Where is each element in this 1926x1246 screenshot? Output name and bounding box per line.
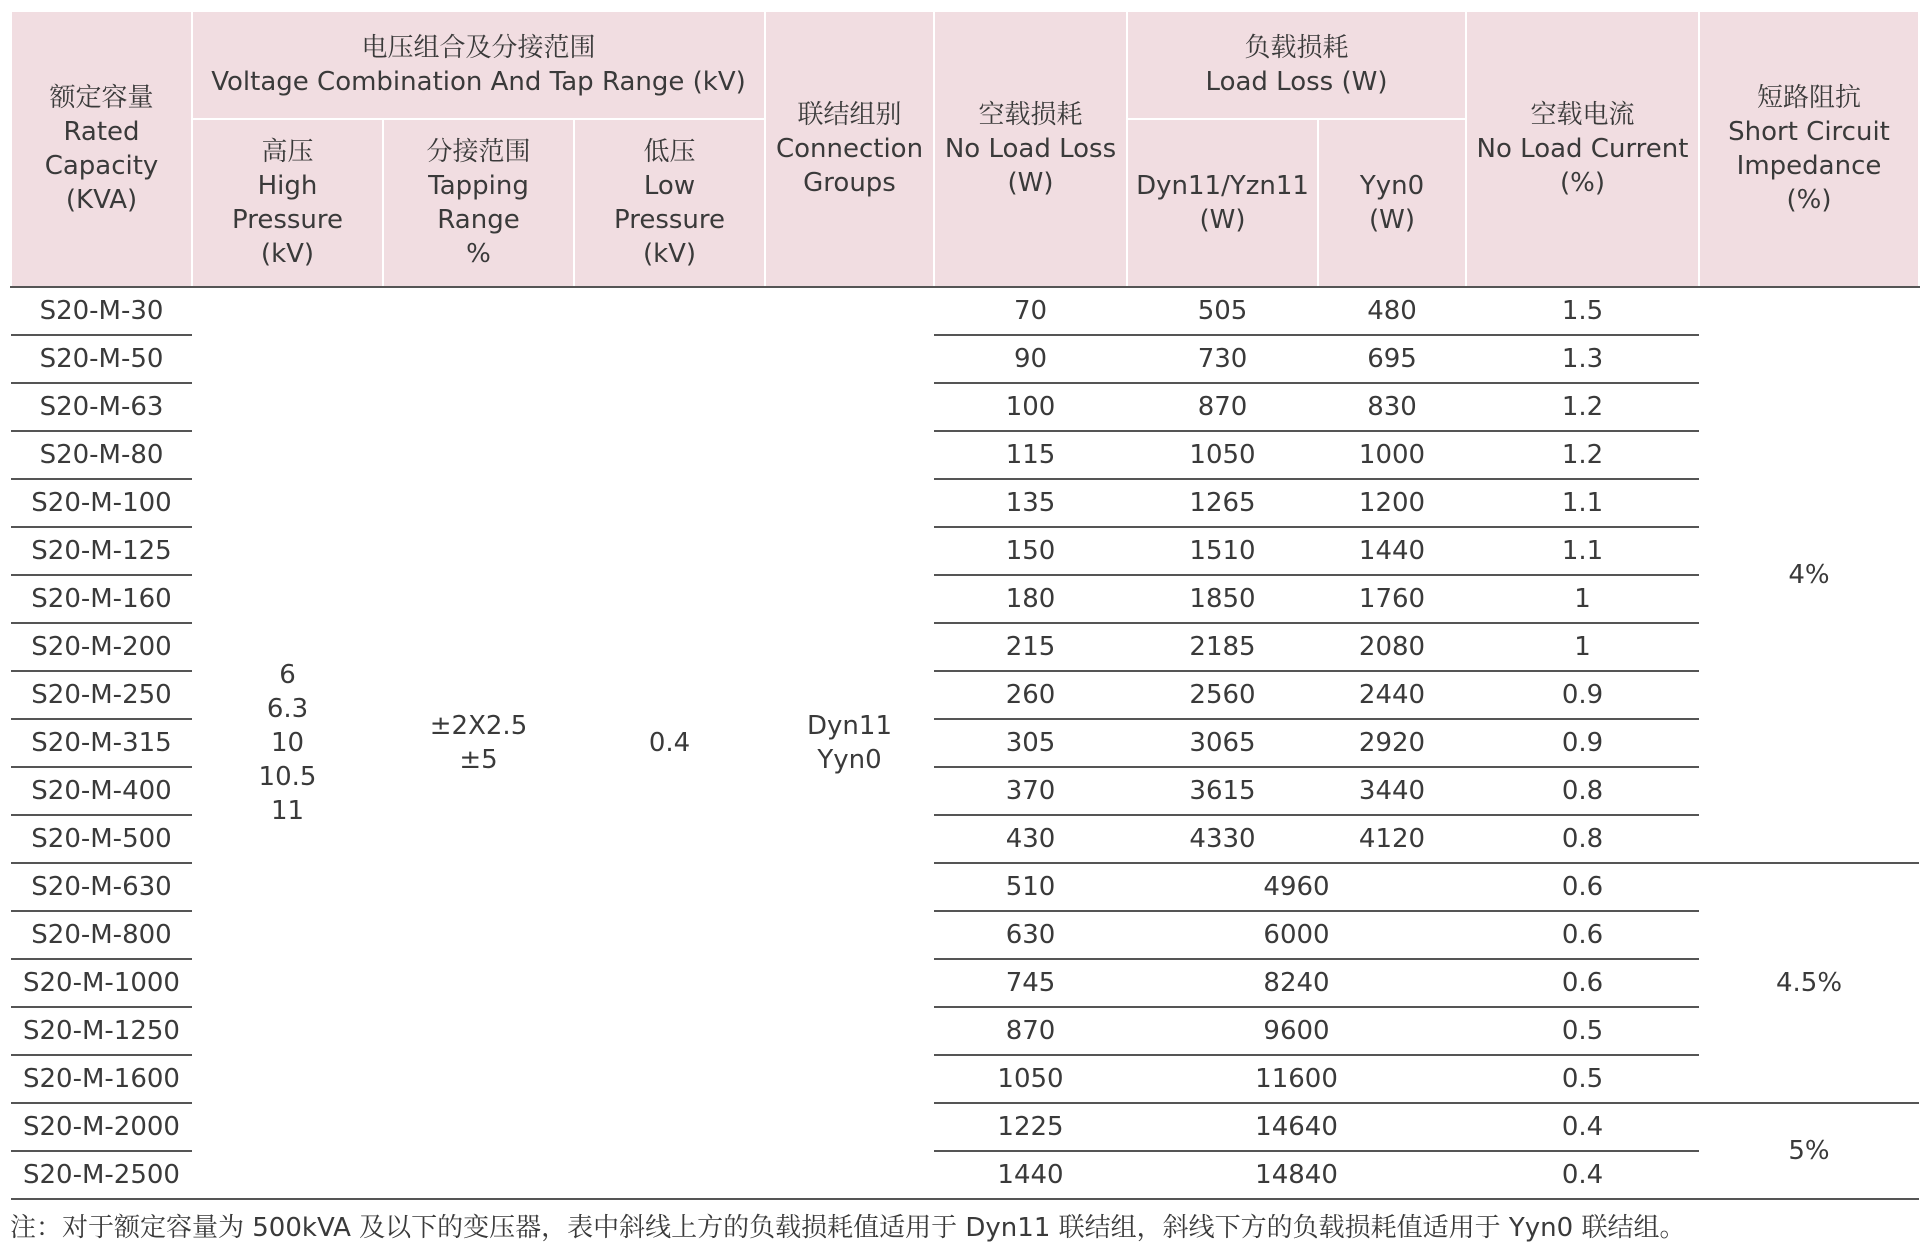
model-cell: S20-M-2000 <box>11 1103 192 1151</box>
connection-groups-cell <box>765 287 934 1199</box>
dyn11-loss-cell: 3065 <box>1127 719 1318 767</box>
yyn0-loss-cell: 1200 <box>1318 479 1466 527</box>
header-short-circuit-impedance <box>1699 11 1919 287</box>
no-load-current-cell: 0.4 <box>1466 1103 1699 1151</box>
header-line: Range <box>437 205 520 235</box>
header-line: 负载损耗 <box>1244 33 1349 63</box>
yyn0-loss-cell: 2080 <box>1318 623 1466 671</box>
dyn11-loss-cell: 1510 <box>1127 527 1318 575</box>
model-cell: S20-M-630 <box>11 863 192 911</box>
load-loss-cell: 14840 <box>1127 1151 1466 1199</box>
header-line: Yyn0 <box>1359 171 1425 201</box>
no-load-loss-cell: 510 <box>934 863 1127 911</box>
header-line: % <box>466 239 491 269</box>
header-line: 高压 <box>261 137 314 167</box>
load-loss-cell: 4960 <box>1127 863 1466 911</box>
header-rated-capacity <box>11 11 192 287</box>
no-load-loss-cell: 150 <box>934 527 1127 575</box>
yyn0-loss-cell: 830 <box>1318 383 1466 431</box>
no-load-current-cell: 1.2 <box>1466 431 1699 479</box>
no-load-loss-cell: 305 <box>934 719 1127 767</box>
high-pressure-cell <box>192 287 383 1199</box>
impedance-cell: 4.5% <box>1699 863 1919 1103</box>
no-load-current-cell: 0.6 <box>1466 959 1699 1007</box>
high-pressure-cell-line: 10 <box>270 728 305 758</box>
header-no-load-current <box>1466 11 1699 287</box>
header-load-loss <box>1127 11 1466 119</box>
no-load-loss-cell: 370 <box>934 767 1127 815</box>
header-line: Tapping <box>428 171 529 201</box>
load-loss-cell: 11600 <box>1127 1055 1466 1103</box>
no-load-loss-cell: 630 <box>934 911 1127 959</box>
yyn0-loss-cell: 480 <box>1318 287 1466 335</box>
header-line: (kV) <box>260 239 315 269</box>
header-voltage-combination <box>192 11 765 119</box>
header-line: (kV) <box>642 239 697 269</box>
model-cell: S20-M-1000 <box>11 959 192 1007</box>
connection-groups-cell-line: Dyn11 <box>807 711 892 741</box>
load-loss-cell: 8240 <box>1127 959 1466 1007</box>
model-cell: S20-M-250 <box>11 671 192 719</box>
yyn0-loss-cell: 1760 <box>1318 575 1466 623</box>
header-high-pressure <box>192 119 383 287</box>
no-load-current-cell: 1 <box>1466 575 1699 623</box>
header-line: Short Circuit <box>1728 117 1890 147</box>
no-load-current-cell: 1.2 <box>1466 383 1699 431</box>
high-pressure-cell-line: 6 <box>279 660 296 690</box>
table-body <box>11 287 1919 1199</box>
no-load-current-cell: 0.8 <box>1466 815 1699 863</box>
header-dyn11 <box>1127 119 1318 287</box>
no-load-loss-cell: 870 <box>934 1007 1127 1055</box>
no-load-loss-cell: 100 <box>934 383 1127 431</box>
no-load-loss-cell: 1225 <box>934 1103 1127 1151</box>
low-pressure-cell: 0.4 <box>574 287 765 1199</box>
footnote: 注：对于额定容量为 500kVA 及以下的变压器，表中斜线上方的负载损耗值适用于 Dyn11 联结组，斜线下方的负载损耗值适用于 Yyn0 联结组。 <box>10 1213 1686 1243</box>
header-connection-groups <box>765 11 934 287</box>
tapping-range-cell-line: ±5 <box>459 745 498 775</box>
header-line: High <box>257 171 318 201</box>
header-line: (%) <box>1786 185 1832 215</box>
dyn11-loss-cell: 2560 <box>1127 671 1318 719</box>
header-line: 联结组别 <box>797 100 902 130</box>
dyn11-loss-cell: 1850 <box>1127 575 1318 623</box>
table-row <box>11 287 1919 335</box>
dyn11-loss-cell: 730 <box>1127 335 1318 383</box>
no-load-loss-cell: 115 <box>934 431 1127 479</box>
model-cell: S20-M-500 <box>11 815 192 863</box>
load-loss-cell: 9600 <box>1127 1007 1466 1055</box>
no-load-current-cell: 0.6 <box>1466 911 1699 959</box>
no-load-loss-cell: 745 <box>934 959 1127 1007</box>
header-line: 分接范围 <box>426 137 531 167</box>
header-line: 短路阻抗 <box>1757 83 1862 113</box>
tapping-range-cell <box>383 287 574 1199</box>
load-loss-cell: 6000 <box>1127 911 1466 959</box>
no-load-loss-cell: 430 <box>934 815 1127 863</box>
dyn11-loss-cell: 4330 <box>1127 815 1318 863</box>
no-load-current-cell: 0.8 <box>1466 767 1699 815</box>
dyn11-loss-cell: 1050 <box>1127 431 1318 479</box>
high-pressure-cell-line: 6.3 <box>266 694 309 724</box>
header-line: 额定容量 <box>49 83 154 113</box>
header-line: Low <box>643 171 696 201</box>
model-cell: S20-M-30 <box>11 287 192 335</box>
header-line: (W) <box>1369 205 1416 235</box>
dyn11-loss-cell: 870 <box>1127 383 1318 431</box>
header-line: (W) <box>1199 205 1246 235</box>
yyn0-loss-cell: 3440 <box>1318 767 1466 815</box>
header-line: 空载损耗 <box>978 100 1083 130</box>
model-cell: S20-M-80 <box>11 431 192 479</box>
header-line: Pressure <box>231 205 344 235</box>
no-load-current-cell: 1.5 <box>1466 287 1699 335</box>
header-line: Rated <box>63 117 140 147</box>
header-line: 低压 <box>643 137 696 167</box>
model-cell: S20-M-125 <box>11 527 192 575</box>
header-line: No Load Loss <box>944 134 1117 164</box>
no-load-current-cell: 1.3 <box>1466 335 1699 383</box>
dyn11-loss-cell: 2185 <box>1127 623 1318 671</box>
impedance-cell: 5% <box>1699 1103 1919 1199</box>
connection-groups-cell-line: Yyn0 <box>817 745 882 775</box>
header-line: (KVA) <box>65 185 138 215</box>
header-tapping-range <box>383 119 574 287</box>
header-line: Dyn11/Yzn11 <box>1136 171 1309 201</box>
high-pressure-cell-line: 11 <box>270 796 305 826</box>
dyn11-loss-cell: 1265 <box>1127 479 1318 527</box>
yyn0-loss-cell: 695 <box>1318 335 1466 383</box>
tapping-range-cell-line: ±2X2.5 <box>429 711 528 741</box>
yyn0-loss-cell: 2440 <box>1318 671 1466 719</box>
no-load-loss-cell: 90 <box>934 335 1127 383</box>
model-cell: S20-M-315 <box>11 719 192 767</box>
header-line: Load Loss (W) <box>1205 67 1388 97</box>
model-cell: S20-M-1250 <box>11 1007 192 1055</box>
no-load-current-cell: 0.5 <box>1466 1007 1699 1055</box>
header-line: 空载电流 <box>1530 100 1635 130</box>
yyn0-loss-cell: 1440 <box>1318 527 1466 575</box>
header-line: (W) <box>1007 168 1054 198</box>
model-cell: S20-M-800 <box>11 911 192 959</box>
no-load-current-cell: 0.9 <box>1466 719 1699 767</box>
header-line: Voltage Combination And Tap Range (kV) <box>211 67 746 97</box>
header-line: Groups <box>803 168 896 198</box>
no-load-loss-cell: 1050 <box>934 1055 1127 1103</box>
model-cell: S20-M-400 <box>11 767 192 815</box>
model-cell: S20-M-50 <box>11 335 192 383</box>
model-cell: S20-M-63 <box>11 383 192 431</box>
impedance-cell: 4% <box>1699 287 1919 863</box>
no-load-loss-cell: 180 <box>934 575 1127 623</box>
model-cell: S20-M-1600 <box>11 1055 192 1103</box>
load-loss-cell: 14640 <box>1127 1103 1466 1151</box>
yyn0-loss-cell: 1000 <box>1318 431 1466 479</box>
spec-table <box>10 10 1920 1200</box>
model-cell: S20-M-2500 <box>11 1151 192 1199</box>
no-load-current-cell: 0.4 <box>1466 1151 1699 1199</box>
no-load-current-cell: 1.1 <box>1466 527 1699 575</box>
header-line: Capacity <box>44 151 159 181</box>
model-cell: S20-M-200 <box>11 623 192 671</box>
header-line: No Load Current <box>1476 134 1689 164</box>
model-cell: S20-M-160 <box>11 575 192 623</box>
yyn0-loss-cell: 4120 <box>1318 815 1466 863</box>
header-low-pressure <box>574 119 765 287</box>
header-line: (%) <box>1560 168 1606 198</box>
no-load-loss-cell: 260 <box>934 671 1127 719</box>
no-load-current-cell: 0.5 <box>1466 1055 1699 1103</box>
header-line: Pressure <box>613 205 726 235</box>
header-yyn0 <box>1318 119 1466 287</box>
model-cell: S20-M-100 <box>11 479 192 527</box>
no-load-current-cell: 0.9 <box>1466 671 1699 719</box>
header-line: Impedance <box>1736 151 1882 181</box>
no-load-current-cell: 0.6 <box>1466 863 1699 911</box>
high-pressure-cell-line: 10.5 <box>258 762 317 792</box>
no-load-loss-cell: 135 <box>934 479 1127 527</box>
header-line: Connection <box>775 134 924 164</box>
no-load-current-cell: 1 <box>1466 623 1699 671</box>
header-line: 电压组合及分接范围 <box>361 33 596 63</box>
no-load-loss-cell: 215 <box>934 623 1127 671</box>
dyn11-loss-cell: 3615 <box>1127 767 1318 815</box>
no-load-loss-cell: 70 <box>934 287 1127 335</box>
header-no-load-loss <box>934 11 1127 287</box>
dyn11-loss-cell: 505 <box>1127 287 1318 335</box>
yyn0-loss-cell: 2920 <box>1318 719 1466 767</box>
no-load-loss-cell: 1440 <box>934 1151 1127 1199</box>
no-load-current-cell: 1.1 <box>1466 479 1699 527</box>
